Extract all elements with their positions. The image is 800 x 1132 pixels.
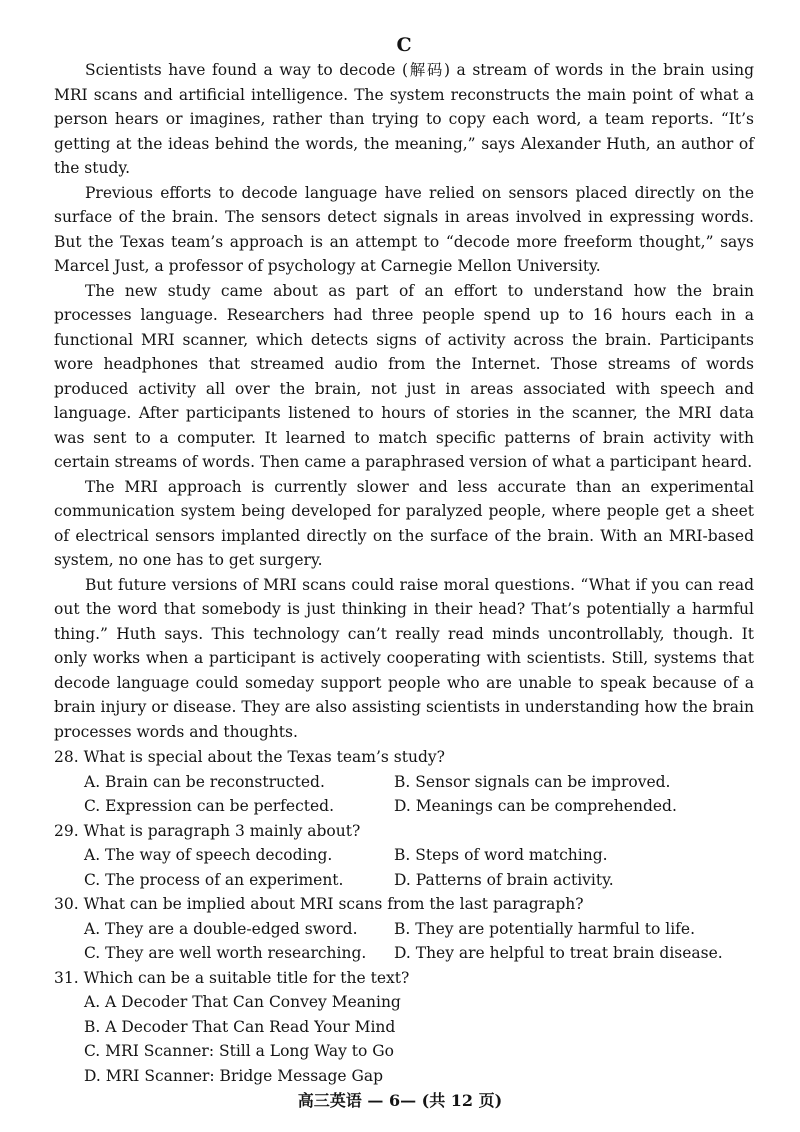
option-c[interactable]: C. They are well worth researching. bbox=[84, 944, 367, 962]
option-d[interactable]: D. MRI Scanner: Bridge Message Gap bbox=[84, 1066, 384, 1085]
option-grid bbox=[54, 843, 754, 892]
option-a[interactable]: A. A Decoder That Can Convey Meaning bbox=[84, 993, 401, 1011]
paragraph-3: The new study came about as part of an effort to understand how the brain processes language. Researchers had three people spend up to 16 hours each in a functional MRI scanner, which detects signs of activity across the brain. Participants wore headphones that streamed audio from the Internet. Those streams of words produced activity all over the brain, not just in areas associated with speech and language. After participants listened to hours of stories in the scanner, the MRI data was sent to a computer. It learned to match specific patterns of brain activity with certain streams of words. Then came a paraphrased version of what a participant heard. bbox=[54, 281, 754, 471]
option-b[interactable]: B. Sensor signals can be improved. bbox=[394, 772, 671, 791]
option-d[interactable]: D. They are helpful to treat brain disease. bbox=[394, 944, 723, 962]
question-29 bbox=[54, 819, 754, 893]
question-stem: 28. What is special about the Texas team’s study? bbox=[54, 748, 445, 766]
question-stem: 29. What is paragraph 3 mainly about? bbox=[54, 821, 361, 840]
option-grid bbox=[54, 770, 754, 819]
option-b[interactable]: B. Steps of word matching. bbox=[394, 846, 608, 864]
option-c[interactable]: C. Expression can be perfected. bbox=[84, 797, 335, 815]
option-d[interactable]: D. Meanings can be comprehended. bbox=[394, 797, 677, 815]
option-c[interactable]: C. MRI Scanner: Still a Long Way to Go bbox=[84, 1042, 394, 1060]
question-28 bbox=[54, 745, 754, 819]
option-list bbox=[54, 990, 754, 1088]
paragraph-4: The MRI approach is currently slower and less accurate than an experimental communication system being developed for paralyzed people, where people get a sheet of electrical sensors implanted directly on the surface of the brain. With an MRI-based system, no one has to get surgery. bbox=[54, 477, 754, 569]
option-b[interactable]: B. They are potentially harmful to life. bbox=[394, 919, 696, 938]
question-31 bbox=[54, 966, 754, 1089]
paragraph-1: Scientists have found a way to decode (解码) a stream of words in the brain using MRI scans and artificial intelligence. The system reconstructs the main point of what a person hears or imagines, rather than trying to copy each word, a team reports. “It’s getting at the ideas behind the words, the meaning,” says Alexander Huth, an author of the study. bbox=[54, 61, 754, 177]
passage bbox=[54, 58, 754, 744]
option-grid bbox=[54, 917, 754, 966]
page-footer: 高三英语 — 6— (共 12 页) bbox=[297, 1091, 503, 1110]
option-a[interactable]: A. The way of speech decoding. bbox=[84, 846, 333, 864]
option-c[interactable]: C. The process of an experiment. bbox=[84, 870, 344, 889]
section-heading: C bbox=[396, 34, 412, 56]
question-30 bbox=[54, 892, 754, 966]
question-stem: 31. Which can be a suitable title for the text? bbox=[54, 968, 410, 987]
option-a[interactable]: A. They are a double-edged sword. bbox=[84, 919, 358, 938]
option-a[interactable]: A. Brain can be reconstructed. bbox=[84, 772, 325, 791]
paragraph-5: But future versions of MRI scans could raise moral questions. “What if you can read out the word that somebody is just thinking in their head? That’s potentially a harmful thing.” Huth says. This technology can’t really read minds uncontrollably, though. It only works when a participant is actively cooperating with scientists. Still, systems that decode language could someday support people who are unable to speak because of a brain injury or disease. They are also assisting scientists in understanding how the brain processes words and thoughts. bbox=[54, 575, 754, 741]
option-b[interactable]: B. A Decoder That Can Read Your Mind bbox=[84, 1017, 396, 1036]
question-stem: 30. What can be implied about MRI scans from the last paragraph? bbox=[54, 895, 584, 913]
option-d[interactable]: D. Patterns of brain activity. bbox=[394, 870, 614, 889]
question-list bbox=[54, 745, 754, 1088]
paragraph-2: Previous efforts to decode language have relied on sensors placed directly on the surface of the brain. The sensors detect signals in areas involved in expressing words. But the Texas team’s approach is an attempt to “decode more freeform thought,” says Marcel Just, a professor of psychology at Carnegie Mellon University. bbox=[54, 183, 754, 275]
